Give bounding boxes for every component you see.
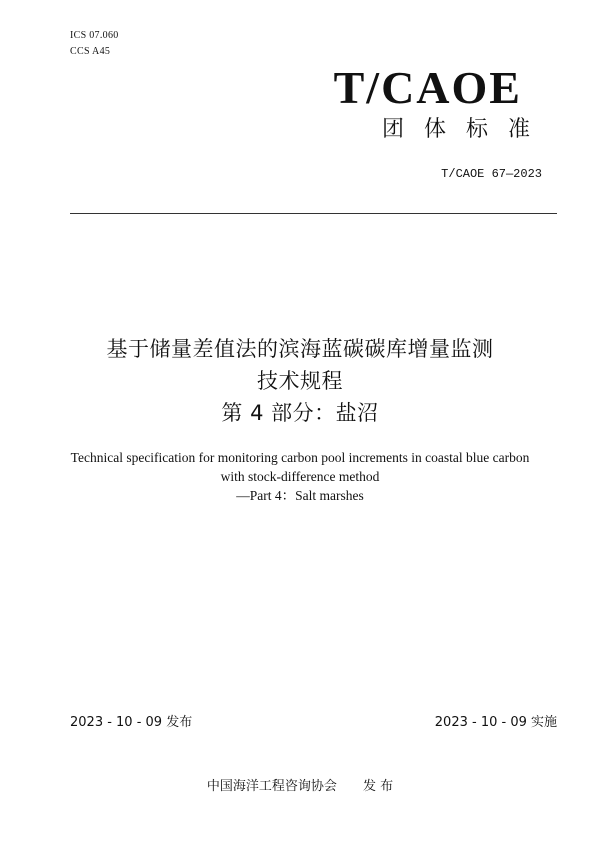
publish-action: 发 布 <box>362 779 394 794</box>
english-title-line-1: Technical specification for monitoring carbon pool increments in coastal blue carbon <box>70 450 530 465</box>
standard-brand: T/CAOE <box>333 62 522 113</box>
standard-type: 团体标准 <box>381 117 550 142</box>
classification-codes <box>70 28 119 60</box>
title-line-2: 技术规程 <box>257 369 343 393</box>
document-number: T/CAOE 67—2023 <box>441 167 542 181</box>
title-line-1: 基于储量差值法的滨海蓝碳碳库增量监测 <box>106 337 494 361</box>
publish-date: 2023 - 10 - 09 发布 <box>70 715 193 730</box>
ics-code: ICS 07.060 <box>70 30 119 41</box>
title-line-3: 第 4 部分：盐沼 <box>221 401 379 425</box>
publisher-name: 中国海洋工程咨询协会 <box>206 779 337 794</box>
english-title-line-2: with stock-difference method <box>220 469 380 484</box>
implementation-date: 2023 - 10 - 09 实施 <box>434 715 557 730</box>
english-title-line-3: —Part 4：Salt marshes <box>236 488 364 503</box>
ccs-code: CCS A45 <box>70 46 111 57</box>
header-divider <box>70 213 557 214</box>
publisher-line <box>0 778 600 796</box>
